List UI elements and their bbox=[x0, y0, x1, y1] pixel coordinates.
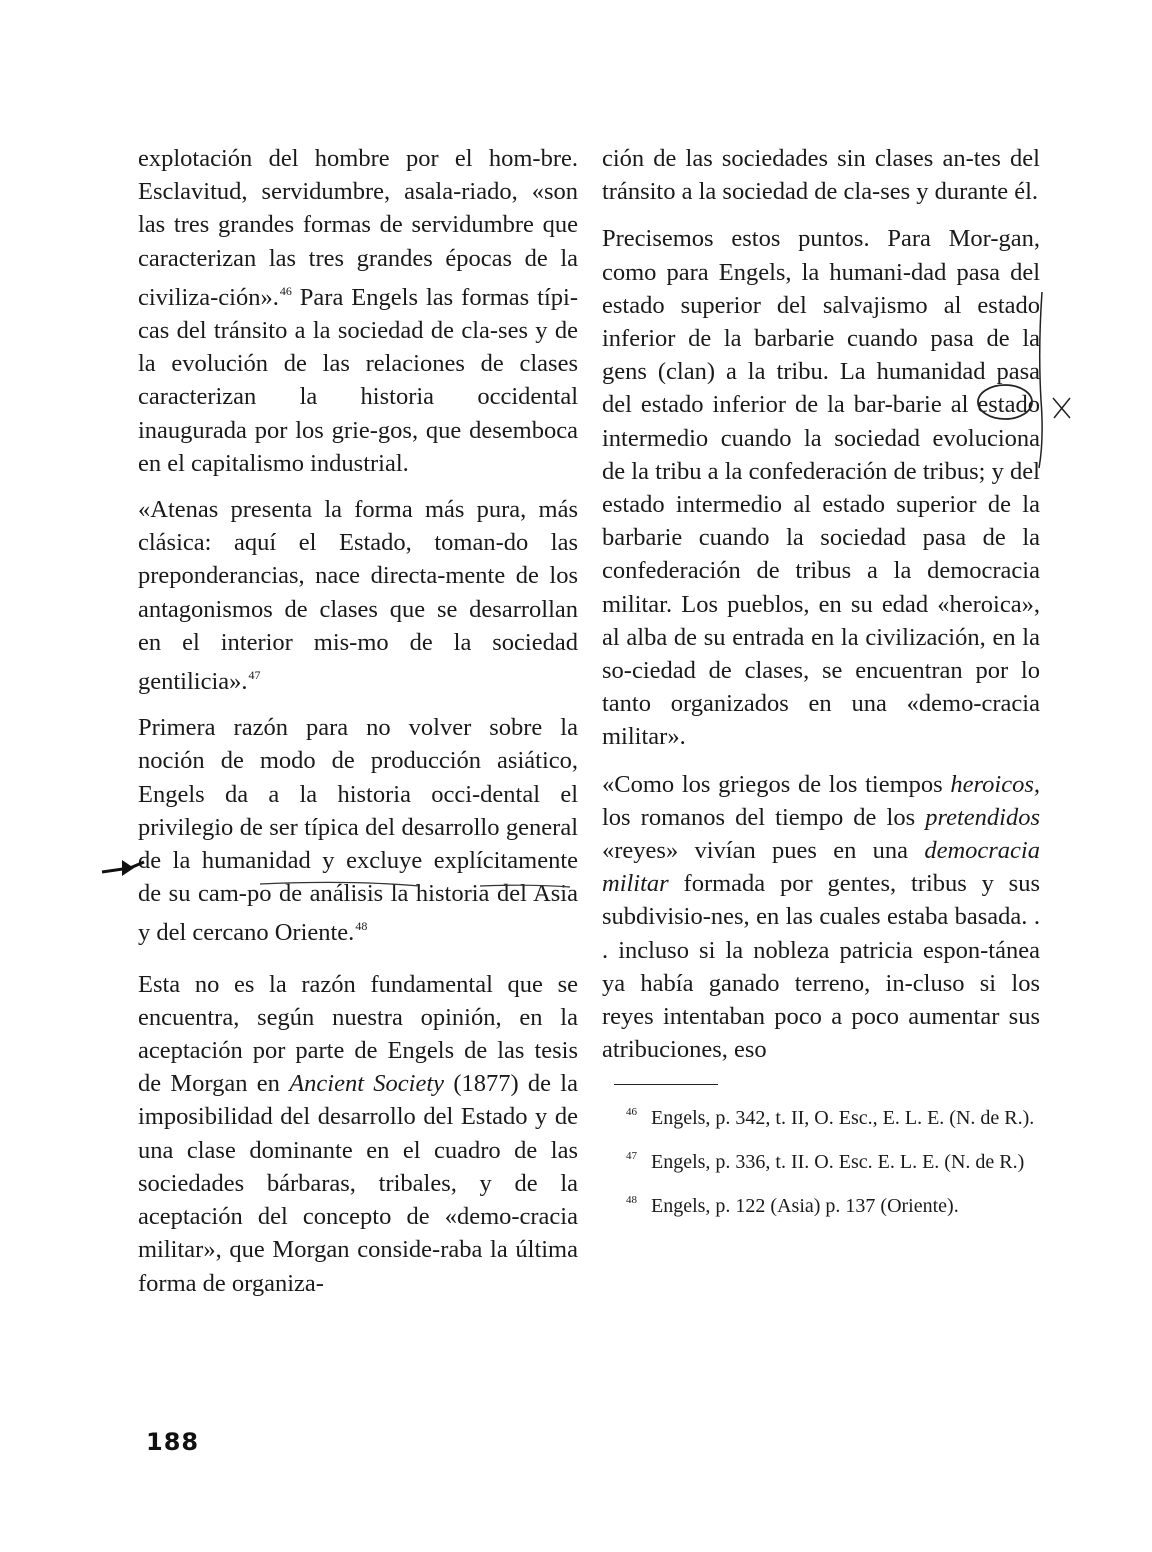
text-span: Esta no es la razón fundamental que se encuentra, según nuestra opinión, en la aceptación por parte de Engels de las tesis de Morgan en bbox=[138, 970, 578, 1098]
text-span: (1877) de la imposibilidad del desarrollo del Estado y de una clase dominante en el cuadro de las sociedades bárbaras, tribales, y de la aceptación del concepto de «demo-cracia militar», que Morgan conside-raba la última forma de organiza- bbox=[138, 1070, 578, 1297]
book-title: Ancient Society bbox=[289, 1070, 445, 1098]
footnote-rule bbox=[614, 1084, 718, 1085]
footnote-reference: 47 bbox=[248, 668, 261, 683]
text-span: «Como los griegos de los tiempos bbox=[602, 770, 951, 798]
footnote-number: 47 bbox=[626, 1150, 637, 1163]
paragraph bbox=[138, 968, 578, 1300]
text-span: Precisemos estos puntos. Para Mor-gan, como para Engels, la humani-dad pasa del estado superior del salvajismo al estado inferior de la barbarie cuando pasa de la gens (clan) a la tribu. La humanidad pasa del estado inferior de la bar-barie al estado intermedio cuando la sociedad evoluciona de la tribu a la confederación de tribus; y del estado intermedio al estado superior de la barbarie cuando la sociedad pasa de la confederación de tribus a la democracia militar. Los pueblos, en su edad «heroica», al alba de su entrada en la civilización, en la so-ciedad de clases, se encuentran por lo tanto organizados en una «demo-cracia militar». bbox=[602, 225, 1040, 751]
footnote-number: 46 bbox=[626, 1106, 637, 1119]
text-span: Para Engels las formas típi-cas del tránsito a la sociedad de cla-ses y de la evolución de las relaciones de clases caracterizan la historia occidental inaugurada por los grie-gos, que desemboca en el capitalismo industrial. bbox=[138, 283, 578, 477]
paragraph bbox=[602, 142, 1040, 208]
footnote-reference: 46 bbox=[279, 283, 292, 298]
text-span: «Atenas presenta la forma más pura, más clásica: aquí el Estado, toman-do las preponderancias, nace directa-mente de los antagonismos de clases que se desarrollan en el interior mis-mo de la sociedad gentilicia». bbox=[138, 496, 578, 696]
page-number: 188 bbox=[146, 1428, 200, 1456]
text-span: «reyes» vivían pues en una bbox=[602, 837, 925, 865]
italic-text: pretendidos bbox=[925, 803, 1040, 831]
right-column bbox=[602, 142, 1040, 1231]
footnote-text: Engels, p. 342, t. II, O. Esc., E. L. E. (N. de R.). bbox=[651, 1107, 1035, 1130]
footnote bbox=[602, 1143, 1040, 1175]
paragraph bbox=[602, 222, 1040, 753]
text-span: los romanos del tiempo de los bbox=[602, 803, 926, 831]
text-span: ción de las sociedades sin clases an-tes del tránsito a la sociedad de cla-ses y durante él. bbox=[602, 145, 1040, 206]
italic-text: democracia militar bbox=[602, 837, 1040, 898]
text-span: explotación del hombre por el hom-bre. Esclavitud, servidumbre, asala-riado, «son las tres grandes formas de servidumbre que caracterizan las tres grandes épocas de la civiliza-ción». bbox=[138, 145, 578, 311]
handwritten-x-icon bbox=[1050, 395, 1074, 421]
footnote-text: Engels, p. 122 (Asia) p. 137 (Oriente). bbox=[651, 1195, 959, 1218]
paragraph bbox=[138, 711, 578, 949]
footnote-text: Engels, p. 336, t. II. O. Esc. E. L. E. (N. de R.) bbox=[651, 1151, 1025, 1174]
left-column bbox=[138, 142, 578, 1318]
paragraph bbox=[602, 768, 1040, 1067]
footnote bbox=[602, 1099, 1040, 1131]
footnote-reference: 48 bbox=[355, 919, 368, 934]
footnote bbox=[602, 1187, 1040, 1219]
text-span: Primera razón para no volver sobre la noción de modo de producción asiático, Engels da a la historia occi-dental el privilegio de ser típica del desarrollo general de la humanidad y excluye explícitamente de su cam-po de análisis la historia del Asia y del cercano Oriente. bbox=[138, 714, 578, 947]
paragraph bbox=[138, 142, 578, 480]
paragraph bbox=[138, 493, 578, 698]
text-span: formada por gentes, tribus y sus subdivisio-nes, en las cuales estaba basada. . . incluso si la nobleza patricia espon-tánea ya había ganado terreno, in-cluso si los reyes intentaban poco a poco aumentar sus atribuciones, eso bbox=[602, 870, 1040, 1064]
italic-text: heroicos, bbox=[950, 770, 1040, 798]
footnote-number: 48 bbox=[626, 1194, 637, 1207]
